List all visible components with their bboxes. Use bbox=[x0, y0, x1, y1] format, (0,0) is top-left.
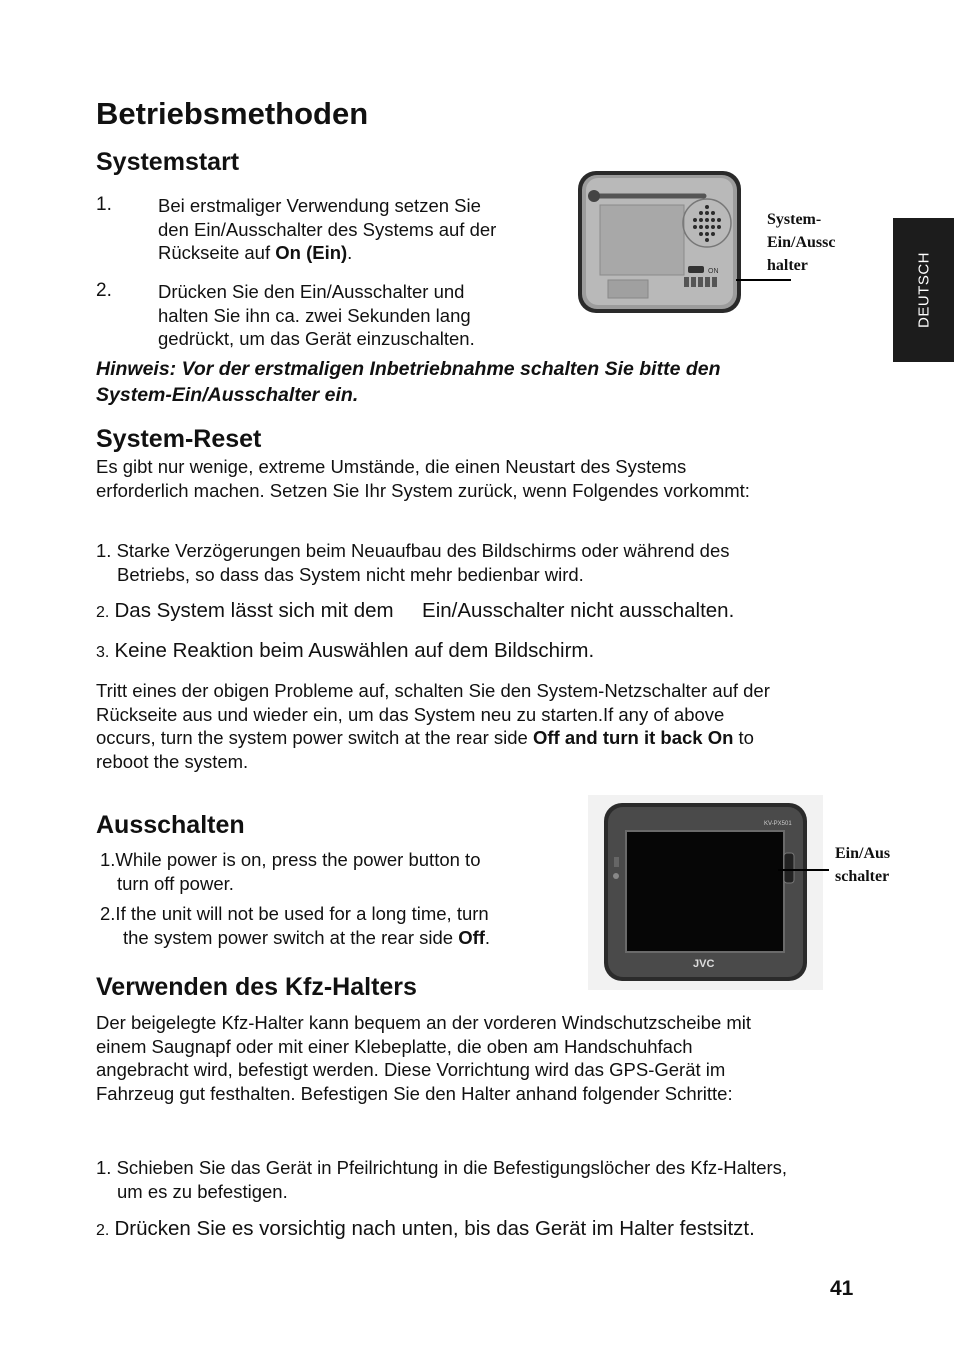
image-caption-system-switch: System- Ein/Aussc halter bbox=[767, 211, 836, 274]
text-line: halten Sie ihn ca. zwei Sekunden lang bbox=[158, 304, 471, 326]
systemstart-step1 bbox=[158, 194, 496, 265]
text-line: den Ein/Ausschalter des Systems auf der bbox=[158, 218, 497, 240]
step-number: 1. bbox=[96, 194, 112, 215]
systemstart-step2 bbox=[158, 280, 475, 351]
reset-item-3: 3. Keine Reaktion beim Auswählen auf dem Bildschirm. bbox=[96, 639, 595, 662]
bold-term: On (Ein) bbox=[275, 242, 348, 263]
caption-leader-line bbox=[737, 279, 791, 281]
section-heading-systemstart: Systemstart bbox=[96, 148, 240, 176]
reset-intro: Es gibt nur wenige, extreme Umstände, die einen Neustart des Systems erforderlich machen. Setzen Sie Ihr System zurück, wenn Folgendes vorkommt: bbox=[96, 456, 750, 501]
language-tab-label: DEUTSCH bbox=[915, 251, 932, 329]
bold-term: Off bbox=[458, 926, 485, 948]
device-model-label: KV-PX501 bbox=[764, 821, 792, 827]
text-line: Rückseite auf On (Ein). bbox=[158, 242, 353, 263]
ausschalten-item-2: 2.If the unit will not be used for a long time, turn the system power switch at the rear side Off. bbox=[100, 903, 491, 948]
ausschalten-item-1: 1.While power is on, press the power button to turn off power. bbox=[100, 849, 481, 894]
kfz-item-1: 1. Schieben Sie das Gerät in Pfeilrichtung in die Befestigungslöcher des Kfz-Halters, um es zu befestigen. bbox=[96, 1157, 788, 1202]
device-back-image bbox=[572, 165, 747, 320]
reset-paragraph: Tritt eines der obigen Probleme auf, schalten Sie den System-Netzschalter auf der Rückseite aus und wieder ein, um das System neu zu starten.If any of above occurs, turn the system power switch at the rear side Off and turn it back On to reboot the system. bbox=[96, 680, 770, 772]
reset-item-2: 2. Das System lässt sich mit dem Ein/Ausschalter nicht ausschalten. bbox=[96, 599, 735, 622]
text-line: gedrückt, um das Gerät einzuschalten. bbox=[158, 328, 475, 349]
language-tab bbox=[893, 218, 954, 362]
device-front-image bbox=[588, 795, 823, 990]
section-heading-kfz: Verwenden des Kfz-Halters bbox=[96, 973, 417, 1001]
section-heading-ausschalten: Ausschalten bbox=[96, 811, 245, 839]
kfz-intro: Der beigelegte Kfz-Halter kann bequem an der vorderen Windschutzscheibe mit einem Saugnapf oder mit einer Klebeplatte, die oben am Handschuhfach angebracht wird, befestigt werden. Diese Vorrichtung wird das GPS-Gerät im Fahrzeug gut festhalten. Befestigen Sie den Halter anhand folgender Schritte: bbox=[96, 1012, 752, 1104]
step-number: 2. bbox=[96, 280, 112, 301]
device-on-label: ON bbox=[708, 268, 719, 275]
reset-item-1: 1. Starke Verzögerungen beim Neuaufbau des Bildschirms oder während des Betriebs, so dass das System nicht mehr bedienbar wird. bbox=[96, 540, 730, 585]
image-caption-power-switch: Ein/Aus schalter bbox=[835, 845, 891, 885]
text-line: Bei erstmaliger Verwendung setzen Sie bbox=[158, 195, 481, 216]
bold-term: Off and turn it back On bbox=[532, 727, 734, 748]
page-number: 41 bbox=[830, 1277, 854, 1300]
caption-leader-line bbox=[778, 869, 829, 871]
hinweis-note: Hinweis: Vor der erstmaligen Inbetriebnahme schalten Sie bitte den System-Ein/Ausschalter ein. bbox=[96, 358, 721, 406]
jvc-logo: JVC bbox=[693, 958, 715, 970]
kfz-item-2: 2. Drücken Sie es vorsichtig nach unten, bis das Gerät im Halter festsitzt. bbox=[96, 1217, 755, 1240]
page-title: Betriebsmethoden bbox=[96, 96, 369, 131]
section-heading-reset: System-Reset bbox=[96, 425, 262, 453]
text-line: Drücken Sie den Ein/Ausschalter und bbox=[158, 281, 465, 302]
